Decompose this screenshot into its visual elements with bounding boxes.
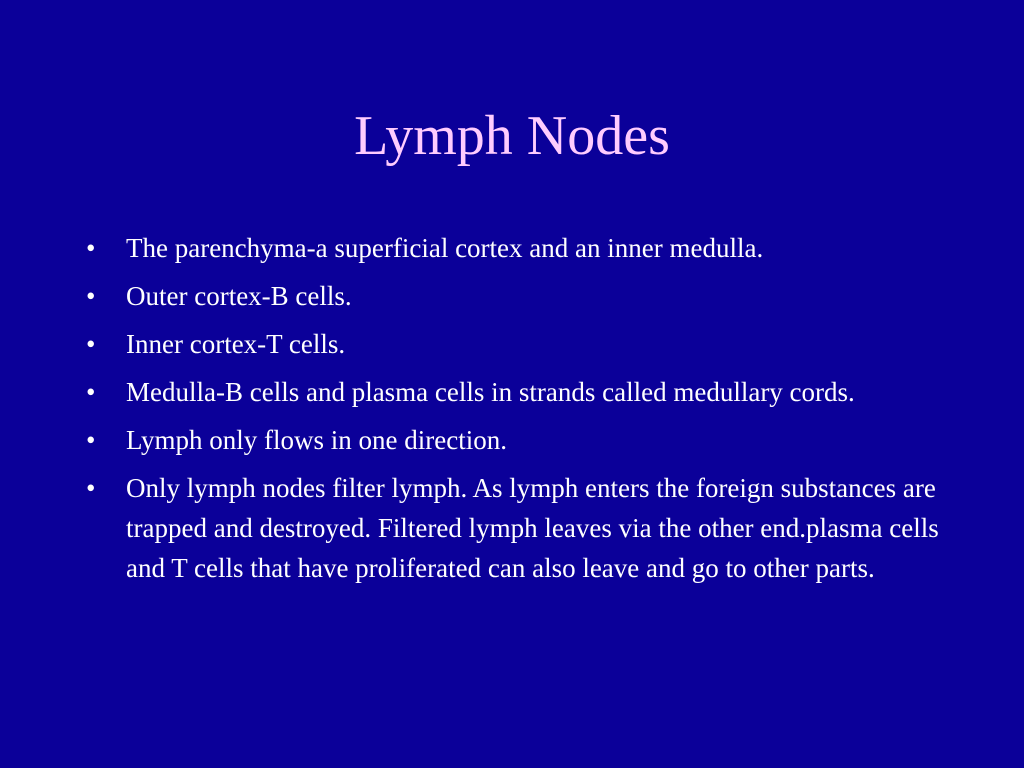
- bullet-text: Medulla-B cells and plasma cells in strands called medullary cords.: [126, 377, 855, 407]
- bullet-icon: •: [86, 425, 96, 455]
- bullet-icon: •: [86, 377, 96, 407]
- bullet-item: [86, 372, 956, 412]
- slide-title: Lymph Nodes: [354, 105, 670, 167]
- bullet-icon: •: [86, 329, 96, 359]
- bullet-text: Inner cortex-T cells.: [126, 329, 346, 359]
- bullet-item: [86, 228, 956, 268]
- bullet-item: [86, 420, 956, 460]
- bullet-list: [86, 228, 956, 596]
- bullet-text: Outer cortex-B cells.: [126, 281, 352, 311]
- bullet-icon: •: [86, 233, 96, 263]
- bullet-icon: •: [86, 281, 96, 311]
- bullet-item: [86, 468, 956, 588]
- bullet-icon: •: [86, 473, 96, 503]
- bullet-text: Lymph only flows in one direction.: [126, 425, 507, 455]
- bullet-item: [86, 276, 956, 316]
- bullet-item: [86, 324, 956, 364]
- bullet-text: The parenchyma-a superficial cortex and an inner medulla.: [126, 233, 764, 263]
- bullet-text: Only lymph nodes filter lymph. As lymph enters the foreign substances are trapped and destroyed. Filtered lymph leaves via the other end.plasma cells and T cells that have proliferated can also leave and go to other parts.: [126, 473, 939, 583]
